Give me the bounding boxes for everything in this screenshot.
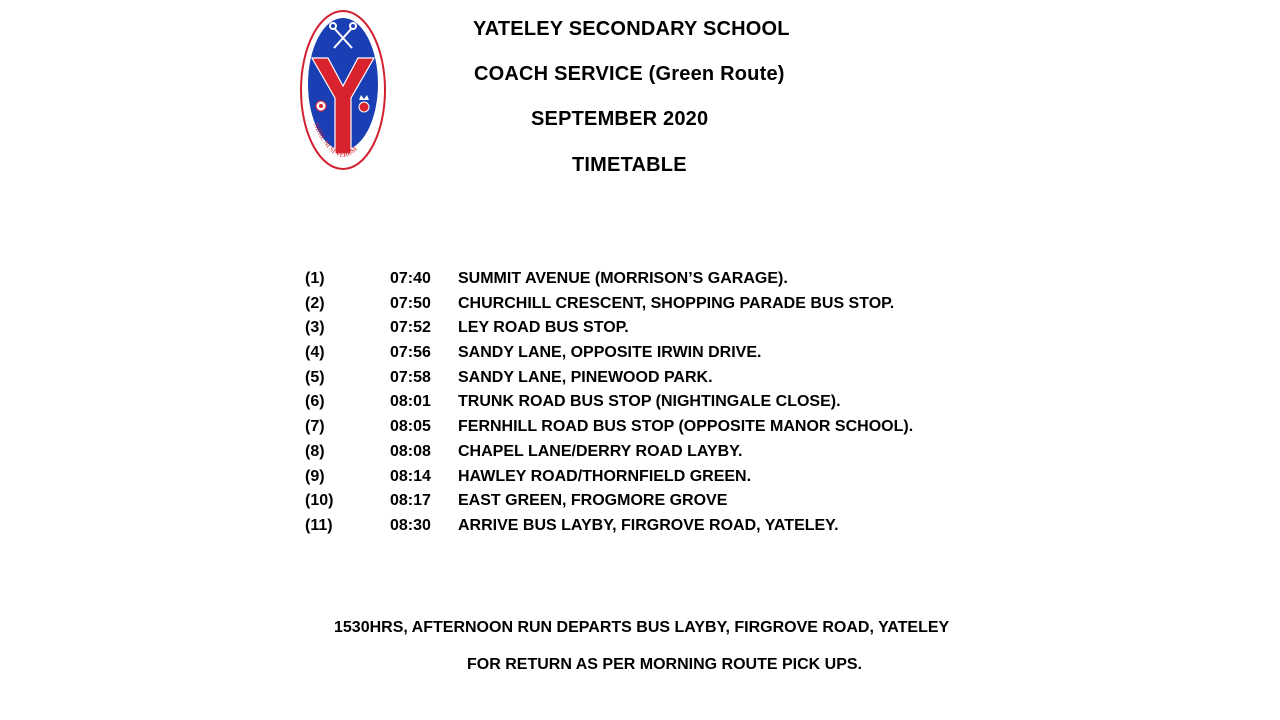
school-name-heading: YATELEY SECONDARY SCHOOL <box>473 18 790 40</box>
stop-row <box>305 393 1005 418</box>
stop-number: (4) <box>305 344 325 362</box>
coach-service-heading: COACH SERVICE (Green Route) <box>474 63 785 85</box>
stop-number: (7) <box>305 418 325 436</box>
stop-row <box>305 344 1005 369</box>
stop-list <box>305 270 1005 542</box>
afternoon-run-note: 1530HRS, AFTERNOON RUN DEPARTS BUS LAYBY, FIRGROVE ROAD, YATELEY <box>334 619 950 636</box>
stop-location: HAWLEY ROAD/THORNFIELD GREEN. <box>458 467 752 485</box>
stop-time: 07:50 <box>390 294 431 312</box>
stop-time: 08:08 <box>390 442 431 460</box>
stop-row <box>305 319 1005 344</box>
stop-number: (11) <box>305 516 333 534</box>
stop-row <box>305 270 1005 295</box>
stop-row <box>305 295 1005 320</box>
stop-location: LEY ROAD BUS STOP. <box>458 319 629 337</box>
stop-time: 07:52 <box>390 319 431 337</box>
stop-location: SANDY LANE, PINEWOOD PARK. <box>458 368 713 386</box>
stop-number: (3) <box>305 319 325 337</box>
crest-motto: NIHIL NI SI VERUM <box>311 121 359 160</box>
stop-row <box>305 468 1005 493</box>
stop-time: 08:30 <box>390 516 431 534</box>
stop-number: (6) <box>305 393 325 411</box>
stop-time: 08:14 <box>390 467 431 485</box>
stop-row <box>305 418 1005 443</box>
stop-number: (9) <box>305 467 325 485</box>
stop-time: 08:17 <box>390 492 431 510</box>
stop-number: (8) <box>305 442 325 460</box>
stop-row <box>305 517 1005 542</box>
stop-time: 07:58 <box>390 368 431 386</box>
return-route-note: FOR RETURN AS PER MORNING ROUTE PICK UPS. <box>467 656 862 673</box>
stop-row <box>305 492 1005 517</box>
stop-row <box>305 443 1005 468</box>
stop-time: 07:56 <box>390 344 431 362</box>
stop-number: (2) <box>305 294 325 312</box>
stop-number: (10) <box>305 492 334 510</box>
stop-location: CHURCHILL CRESCENT, SHOPPING PARADE BUS STOP. <box>458 294 895 312</box>
timetable-heading: TIMETABLE <box>572 154 687 176</box>
stop-number: (5) <box>305 368 325 386</box>
stop-location: CHAPEL LANE/DERRY ROAD LAYBY. <box>458 442 743 460</box>
school-crest-logo <box>298 8 388 172</box>
stop-location: SANDY LANE, OPPOSITE IRWIN DRIVE. <box>458 344 762 362</box>
stop-number: (1) <box>305 270 325 287</box>
date-heading: SEPTEMBER 2020 <box>531 108 709 130</box>
stop-time: 07:40 <box>390 270 431 287</box>
stop-location: SUMMIT AVENUE (MORRISON’S GARAGE). <box>458 270 788 287</box>
stop-time: 08:01 <box>390 393 431 411</box>
stop-location: TRUNK ROAD BUS STOP (NIGHTINGALE CLOSE). <box>458 393 841 411</box>
stop-location: EAST GREEN, FROGMORE GROVE <box>458 492 728 510</box>
stop-time: 08:05 <box>390 418 431 436</box>
stop-location: ARRIVE BUS LAYBY, FIRGROVE ROAD, YATELEY. <box>458 516 839 534</box>
stop-row <box>305 369 1005 394</box>
stop-location: FERNHILL ROAD BUS STOP (OPPOSITE MANOR SCHOOL). <box>458 418 914 436</box>
